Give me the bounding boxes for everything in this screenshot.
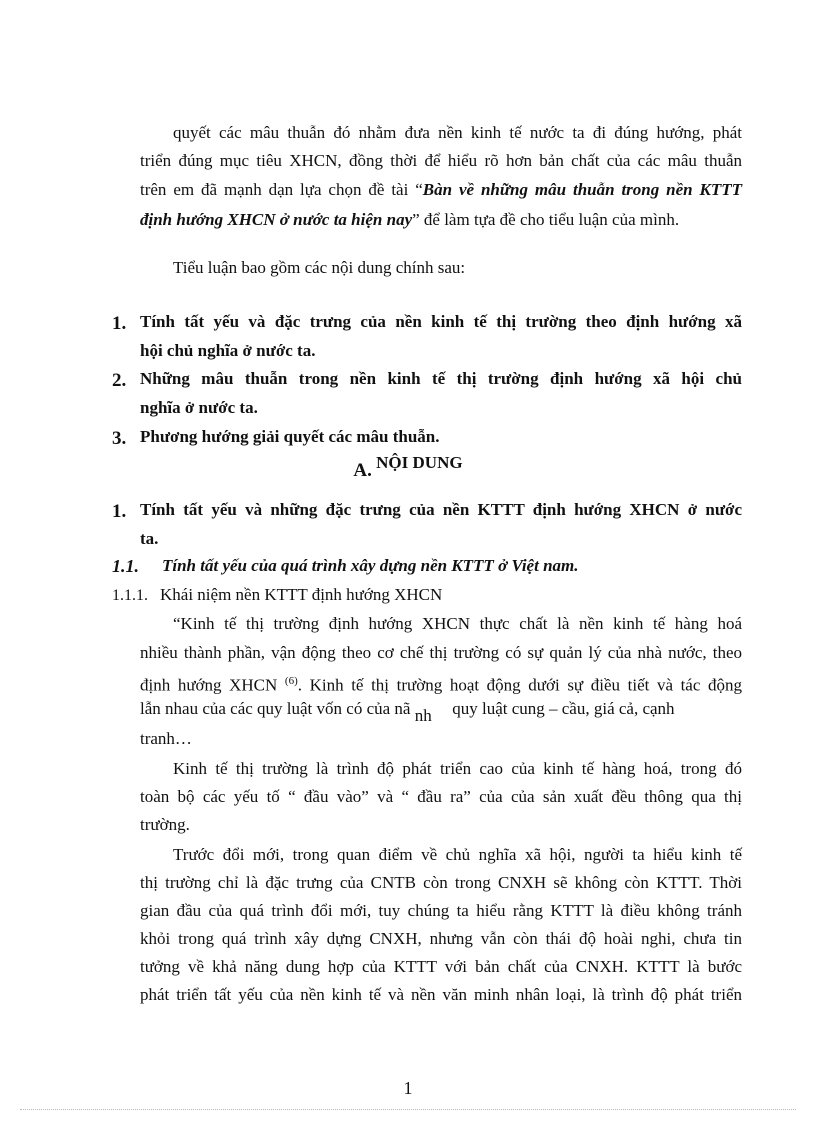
body-p3-line-4: khỏi trong quá trình xây dựng CNXH, nhưng vẫn còn thái độ hoài nghi, chưa tin	[140, 929, 742, 948]
list-item-2-line-2: nghĩa ở nước ta.	[140, 398, 258, 417]
body-p3-line-6: phát triển tất yếu của nền kinh tế và nền văn minh nhân loại, là trình độ phát triển	[140, 985, 742, 1004]
section-1-1-1-number: 1.1.1.	[112, 587, 148, 604]
list-item-2-number: 2.	[112, 370, 127, 391]
list-item-1-line-1: Tính tất yếu và đặc trưng của nền kinh tế thị trường theo định hướng xã	[140, 312, 742, 331]
body-p2-line-3: trường.	[140, 815, 190, 834]
section-a-title: NỘI DUNG	[376, 453, 463, 472]
section-a-letter: A.	[353, 460, 372, 481]
body-p1-line-5: tranh…	[140, 729, 192, 748]
section-1-1-title: Tính tất yếu của quá trình xây dựng nền KTTT ở Việt nam.	[162, 556, 579, 575]
body-p3-line-5: tưởng về khả năng dung hợp của KTTT với bản chất của CNXH. KTTT là bước	[140, 957, 742, 976]
body-p1-line-2: nhiều thành phần, vận động theo cơ chế thị trường có sự quản lý của nhà nước, theo	[140, 643, 742, 662]
section-1-number: 1.	[112, 501, 127, 522]
page-bottom-divider	[20, 1109, 796, 1110]
body-p1-line-1: “Kinh tế thị trường định hướng XHCN thực chất là nền kinh tế hàng hoá	[173, 614, 742, 633]
body-p1-line-4: lẫn nhau của các quy luật vốn có của nã nh quy luật cung – cầu, giá cả, cạnh	[140, 699, 675, 725]
list-item-3-number: 3.	[112, 428, 127, 449]
intro-line-2: triển đúng mục tiêu XHCN, đồng thời để hiểu rõ hơn bản chất của các mâu thuẫn	[140, 151, 742, 170]
citation-ref: (6)	[284, 675, 298, 687]
body-p2-line-1: Kinh tế thị trường là trình độ phát triển cao của kinh tế hàng hoá, trong đó	[173, 759, 742, 778]
list-item-2-line-1: Những mâu thuẫn trong nền kinh tế thị trường định hướng xã hội chủ	[140, 369, 742, 388]
list-item-1-line-2: hội chủ nghĩa ở nước ta.	[140, 341, 316, 360]
section-1-1-1-title: Khái niệm nền KTTT định hướng XHCN	[160, 585, 443, 604]
body-p3-line-2: thị trường chỉ là đặc trưng của CNTB còn trong CNXH sẽ không còn KTTT. Thời	[140, 873, 742, 892]
list-item-3-line-1: Phương hướng giải quyết các mâu thuẫn.	[140, 427, 440, 446]
thesis-title-part-2: định hướng XHCN ở nước ta hiện nay	[140, 210, 413, 229]
page-number: 1	[403, 1078, 413, 1098]
intro-line-3: trên em đã mạnh dạn lựa chọn đề tài “Bàn về những mâu thuẫn trong nền KTTT	[140, 180, 742, 199]
body-p3-line-1: Trước đổi mới, trong quan điểm về chủ nghĩa xã hội, người ta hiểu kinh tế	[173, 845, 742, 864]
body-p3-line-3: gian đầu của quá trình đổi mới, tuy chúng ta hiểu rằng KTTT là điều không tránh	[140, 901, 742, 920]
body-p2-line-2: toàn bộ các yếu tố “ đầu vào” và “ đầu ra” của của sản xuất đều thông qua thị	[140, 787, 742, 806]
list-item-1-number: 1.	[112, 313, 127, 334]
section-1-1-number: 1.1.	[112, 556, 139, 576]
contents-intro: Tiểu luận bao gồm các nội dung chính sau:	[173, 258, 466, 277]
intro-line-1: quyết các mâu thuẫn đó nhằm đưa nền kinh tế nước ta đi đúng hướng, phát	[173, 123, 742, 142]
section-a-heading	[0, 452, 816, 481]
body-p1-line-3: định hướng XHCN $^{(6)}$. Kinh tế thị trường hoạt động dưới sự điều tiết và tác động	[140, 675, 743, 695]
thesis-title-part-1: Bàn về những mâu thuẫn trong nền KTTT	[422, 180, 742, 199]
intro-line-4: định hướng XHCN ở nước ta hiện nay” để làm tựa đề cho tiểu luận của mình.	[140, 210, 680, 229]
section-1-line-2: ta.	[140, 529, 159, 548]
section-1-line-1: Tính tất yếu và những đặc trưng của nền KTTT định hướng XHCN ở nước	[140, 500, 742, 519]
